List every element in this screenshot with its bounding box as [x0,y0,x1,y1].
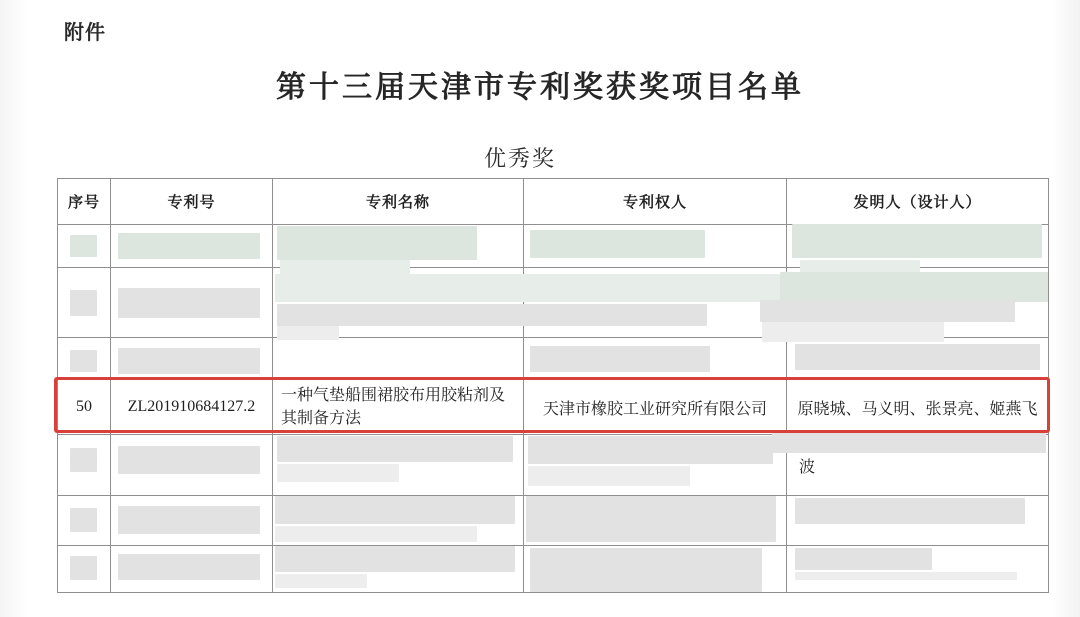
redaction-block [277,226,477,260]
redaction-block [70,556,97,580]
table-header-row [58,179,1049,225]
cell-inventors-continuation: 波 [787,435,1049,496]
redaction-block [795,498,1025,524]
cell-patent-name: 一种气垫船围裙胶布用胶粘剂及其制备方法 [273,380,524,435]
header-serial-no: 序号 [58,179,111,225]
redaction-block [792,224,1042,258]
attachment-label: 附件 [64,20,106,44]
header-inventors: 发明人（设计人） [787,179,1049,225]
redaction-block [118,288,260,318]
redaction-block [118,233,260,259]
page-title: 第十三届天津市专利奖获奖项目名单 [276,70,804,105]
redaction-block [526,496,776,542]
redaction-block [772,433,1046,453]
redaction-block [70,350,97,372]
redaction-block [275,496,515,524]
redaction-block [70,290,97,316]
redaction-block [780,272,1048,302]
table-row-highlighted [58,380,1049,435]
cell-patentee: 天津市橡胶工业研究所有限公司 [524,380,787,435]
redaction-block [762,322,944,342]
redaction-block [530,230,705,258]
header-patent-name: 专利名称 [273,179,524,225]
redaction-block [795,572,1017,580]
header-patentee: 专利权人 [524,179,787,225]
redaction-block [70,508,97,532]
redaction-block [760,300,1015,322]
redaction-block [280,260,410,274]
award-table [57,178,1048,589]
redaction-block [118,348,260,374]
cell-serial-no: 50 [58,380,111,435]
redaction-block [530,548,762,592]
redaction-block [118,554,260,580]
redaction-block [275,546,515,572]
redaction-block [530,346,710,372]
redaction-block [528,466,690,486]
redaction-block [70,235,97,257]
award-section-title: 优秀奖 [483,147,556,172]
redaction-block [277,436,513,462]
cell-patent-no: ZL201910684127.2 [111,380,273,435]
redaction-block [277,464,399,482]
redaction-block [528,436,773,464]
redaction-block [795,344,1040,370]
header-patent-no: 专利号 [111,179,273,225]
redaction-block [275,574,367,588]
cell-inventors: 原晓城、马义明、张景亮、姬燕飞 [787,380,1049,435]
redaction-block [277,304,707,326]
redaction-block [277,326,339,340]
redaction-block [70,448,97,472]
redaction-block [795,548,932,570]
redaction-block [118,446,260,474]
redaction-block [118,506,260,534]
redaction-block [275,274,780,302]
redaction-block [275,526,477,542]
